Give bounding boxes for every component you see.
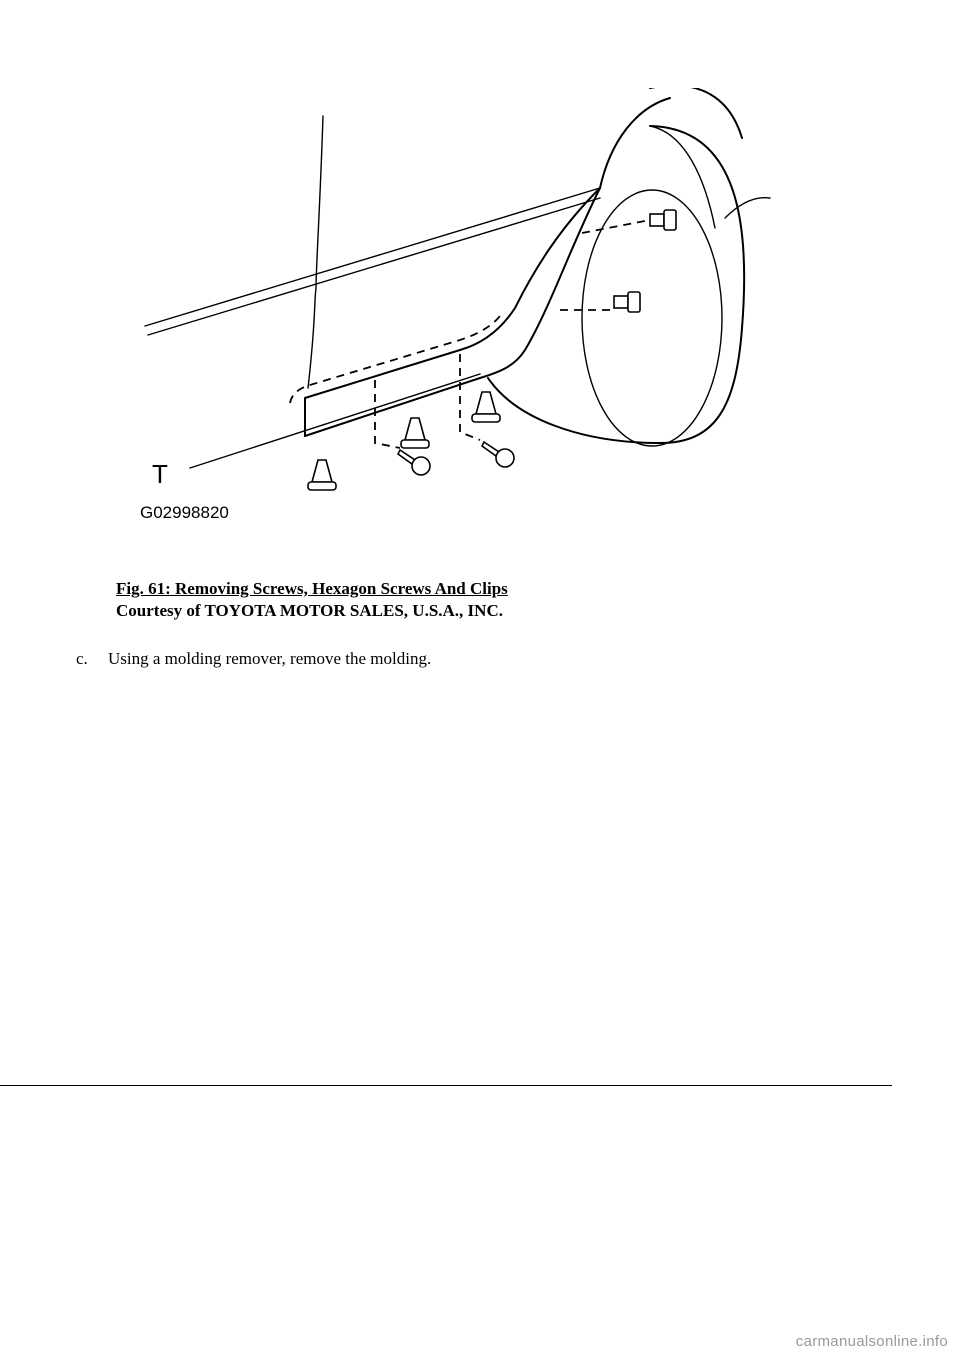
figure-corner-mark: T — [152, 459, 168, 489]
screw-bottom-right — [482, 442, 514, 467]
hexagon-screw-upper — [650, 210, 676, 230]
hexagon-screw-lower — [614, 292, 640, 312]
clip-right — [472, 392, 500, 422]
molding-removal-illustration — [130, 88, 780, 528]
body-character-line-lower — [148, 198, 600, 335]
procedure-step — [76, 648, 431, 670]
site-watermark: carmanualsonline.info — [795, 1333, 948, 1350]
tire-inner-line — [650, 126, 715, 228]
clip-left — [308, 460, 336, 490]
clip-leader-2 — [460, 354, 480, 440]
screw-bottom-left — [398, 450, 430, 475]
step-marker: c. — [76, 649, 88, 668]
molding-diagram — [130, 88, 780, 528]
screw-leader-lower — [560, 303, 620, 310]
wheel-arch — [600, 98, 670, 188]
body-character-line — [145, 188, 600, 326]
clip-leader-1 — [375, 380, 400, 448]
page-divider — [0, 1085, 892, 1086]
screw-leader-upper — [582, 220, 650, 233]
molding-hidden-outline — [290, 316, 500, 403]
figure-caption — [116, 578, 508, 622]
door-seam-line — [308, 116, 323, 388]
molding-top-edge — [305, 188, 600, 398]
figure-code: G02998820 — [140, 503, 229, 522]
molding-bottom-edge — [305, 188, 600, 436]
caption-credit: Courtesy of TOYOTA MOTOR SALES, U.S.A., INC. — [116, 601, 503, 620]
fender-body-line — [725, 198, 770, 218]
caption-title: Fig. 61: Removing Screws, Hexagon Screws And Clips — [116, 579, 508, 598]
step-text: Using a molding remover, remove the molding. — [108, 649, 432, 668]
clip-middle — [401, 418, 429, 448]
